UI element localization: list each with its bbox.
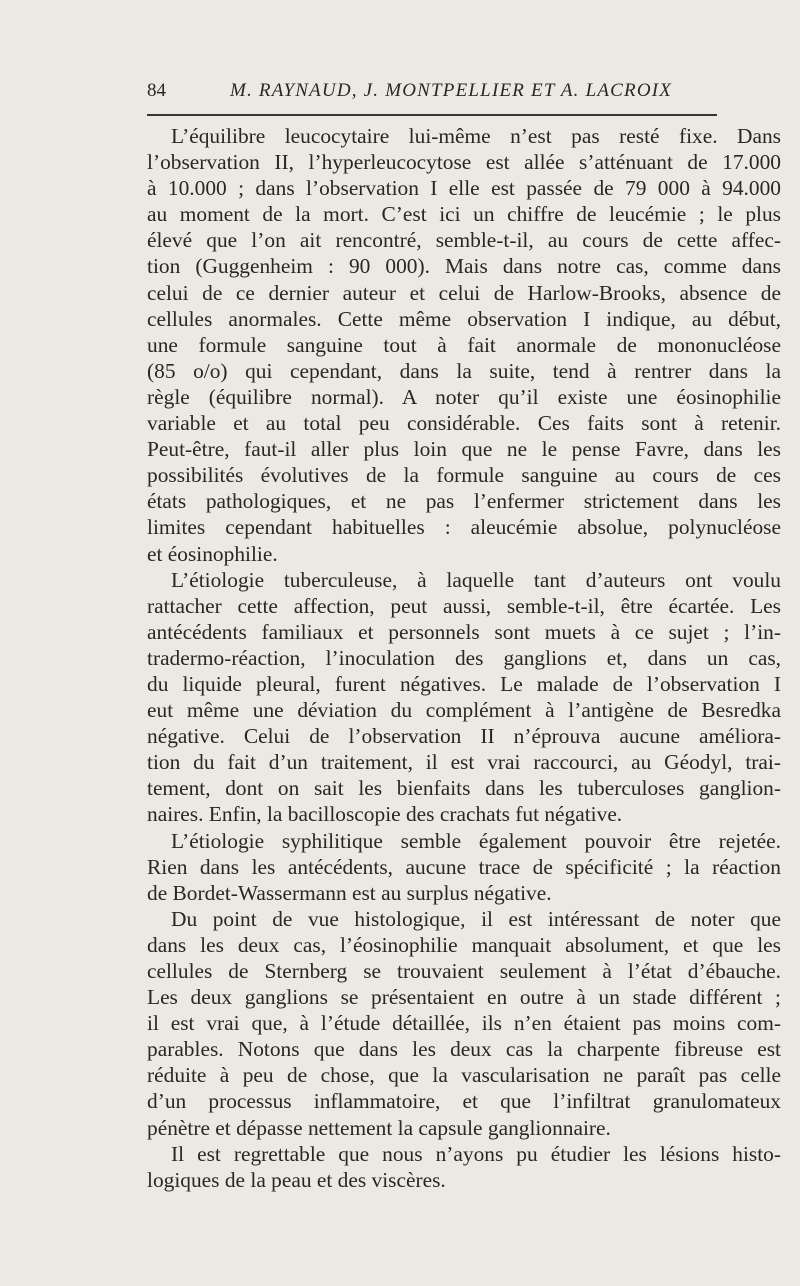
text-line: pénètre et dépasse nettement la capsule ganglionnaire. — [147, 1115, 611, 1140]
text-line: tion (Guggenheim : 90 000). Mais dans notre cas, comme dans — [147, 254, 781, 279]
text-line: tement, dont on sait les bienfaits dans les tuberculoses ganglion- — [147, 776, 781, 801]
text-line: cellules de Sternberg se trouvaient seulement à l’état d’ébauche. — [147, 959, 781, 983]
paragraph — [147, 1141, 781, 1193]
text-line: à 10.000 ; dans l’observation I elle est passée de 79 000 à 94.000 — [147, 176, 781, 201]
text-line: Peut-être, faut-il aller plus loin que ne le pense Favre, dans les — [147, 437, 781, 462]
text-line: règle (équilibre normal). A noter qu’il existe une éosinophilie — [147, 384, 781, 409]
body-text — [147, 123, 781, 1193]
text-line: L’étiologie tuberculeuse, à laquelle tant d’auteurs ont voulu — [171, 567, 781, 592]
text-line: possibilités évolutives de la formule sanguine au cours de ces — [147, 463, 781, 488]
text-line: logiques de la peau et des viscères. — [147, 1167, 446, 1192]
text-line: états pathologiques, et ne pas l’enfermer strictement dans les — [147, 489, 781, 514]
text-line: naires. Enfin, la bacilloscopie des crachats fut négative. — [147, 802, 623, 827]
text-line: Rien dans les antécédents, aucune trace de spécificité ; la réaction — [147, 854, 781, 879]
paragraph — [147, 123, 781, 567]
text-line: limites cependant habituelles : aleucémie absolue, polynucléose — [147, 515, 781, 540]
text-line: eut même une déviation du complément à l’antigène de Besredka — [147, 698, 781, 723]
running-title: M. RAYNAUD, J. MONTPELLIER ET A. LACROIX — [230, 80, 673, 101]
paragraph — [147, 567, 781, 828]
text-line: d’un processus inflammatoire, et que l’infiltrat granulomateux — [147, 1089, 781, 1114]
text-line: l’observation II, l’hyperleucocytose est allée s’atténuant de 17.000 — [147, 150, 781, 175]
text-line: (85 o/o) qui cependant, dans la suite, tend à rentrer dans la — [147, 358, 781, 383]
text-line: du liquide pleural, furent négatives. Le malade de l’observation I — [147, 671, 781, 696]
text-line: Il est regrettable que nous n’ayons pu étudier les lésions histo- — [171, 1141, 781, 1166]
text-line: Les deux ganglions se présentaient en outre à un stade différent ; — [147, 985, 781, 1010]
header-rule — [147, 114, 717, 116]
text-line: L’équilibre leucocytaire lui-même n’est pas resté fixe. Dans — [171, 124, 781, 148]
text-line: antécédents familiaux et personnels sont muets à ce sujet ; l’in- — [147, 619, 781, 644]
text-line: celui de ce dernier auteur et celui de Harlow-Brooks, absence de — [147, 280, 781, 305]
paragraph — [147, 906, 781, 1141]
text-line: rattacher cette affection, peut aussi, semble-t-il, être écartée. Les — [147, 593, 781, 618]
text-line: et éosinophilie. — [147, 541, 278, 566]
text-line: L’étiologie syphilitique semble également pouvoir être rejetée. — [171, 828, 781, 853]
text-line: tradermo-réaction, l’inoculation des ganglions et, dans un cas, — [147, 645, 781, 670]
text-line: négative. Celui de l’observation II n’éprouva aucune améliora- — [147, 724, 781, 749]
page-number: 84 — [147, 80, 166, 101]
text-line: tion du fait d’un traitement, il est vrai raccourci, au Géodyl, trai- — [147, 750, 781, 775]
text-line: il est vrai que, à l’étude détaillée, ils n’en étaient pas moins com- — [147, 1011, 781, 1036]
text-line: cellules anormales. Cette même observation I indique, au début, — [147, 306, 781, 331]
paragraph — [147, 828, 781, 906]
text-line: Du point de vue histologique, il est intéressant de noter que — [171, 906, 781, 931]
text-line: dans les deux cas, l’éosinophilie manquait absolument, et que les — [147, 932, 781, 957]
text-line: variable et au total peu considérable. Ces faits sont à retenir. — [147, 411, 781, 436]
text-line: élevé que l’on ait rencontré, semble-t-il, au cours de cette affec- — [147, 228, 781, 253]
text-line: de Bordet-Wassermann est au surplus négative. — [147, 880, 552, 905]
text-line: parables. Notons que dans les deux cas la charpente fibreuse est — [147, 1037, 781, 1062]
text-line: au moment de la mort. C’est ici un chiffre de leucémie ; le plus — [147, 202, 781, 227]
text-line: réduite à peu de chose, que la vascularisation ne paraît pas celle — [147, 1063, 781, 1088]
text-line: une formule sanguine tout à fait anormale de mononucléose — [147, 332, 781, 357]
